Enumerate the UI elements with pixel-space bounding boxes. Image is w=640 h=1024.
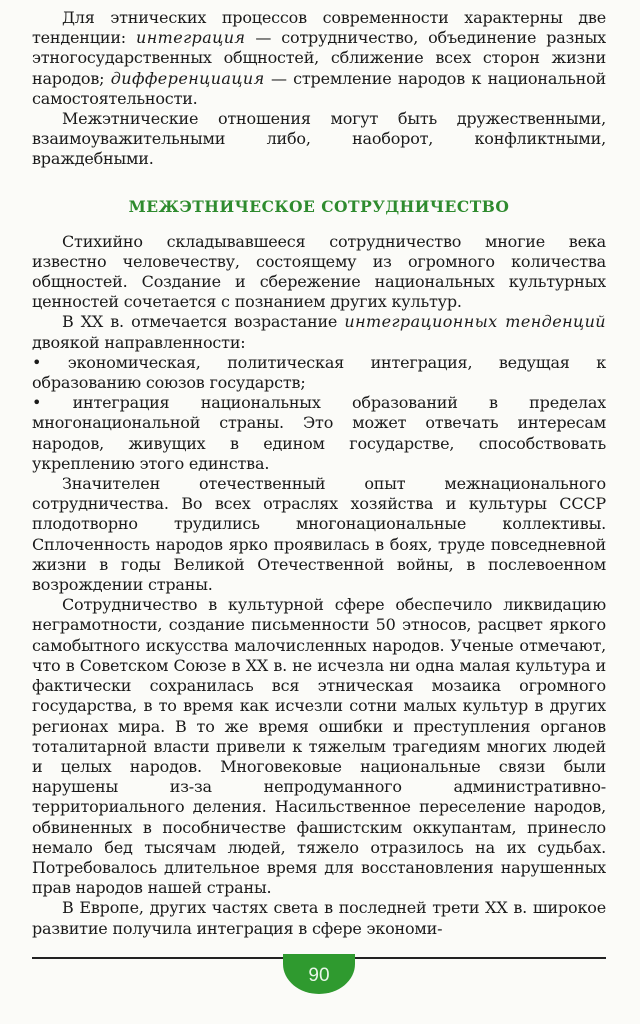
section-paragraph-1: Стихийно складывавшееся сотрудничество многие века известно человечеству, состоящему из огромного количества общностей. Создание и сбережение национальных культурных ценностей сочетается с познанием других культур. (32, 231, 606, 312)
section-paragraph-4: Сотрудничество в культурной сфере обеспечило ликвидацию неграмотности, создание письменности 50 этносов, расцвет яркого самобытного искусства малочисленных народов. Ученые отмечают, что в Советском Союзе в XX в. не исчезла ни одна малая культура и фактически сохранилась вся этническая мозаика огромного государства, в то время как исчезли сотни малых культур в других регионах мира. В то же время ошибки и преступления органов тоталитарной власти привели к тяжелым трагедиям многих людей и целых народов. Многовековые национальные связи были нарушены из-за непродуманного административно-территориального деления. Насильственное переселение народов, обвиненных в пособничестве фашистским оккупантам, принесло немало бед тысячам людей, тяжело отразилось на их судьбах. Потребовалось длительное время для восстановления нарушенных прав народов нашей страны. (32, 595, 606, 898)
bullet-item: • экономическая, политическая интеграция, ведущая к образованию союзов государств; (32, 353, 606, 393)
intro-paragraph-1 (32, 8, 606, 109)
term-differentiation: дифференциация (110, 68, 265, 88)
page-number-badge (283, 954, 355, 994)
section-heading: МЕЖЭТНИЧЕСКОЕ СОТРУДНИЧЕСТВО (128, 196, 510, 216)
section-paragraph-3: Значителен отечественный опыт межнационального сотрудничества. Во всех отраслях хозяйства и культуры СССР плодотворно трудились многонациональные коллективы. Сплоченность народов ярко проявилась в боях, труде повседневной жизни в годы Великой Отечественной войны, в послевоенном возрождении страны. (32, 474, 606, 595)
page-number: 90 (308, 965, 330, 986)
intro-paragraph-2: Межэтнические отношения могут быть дружественными, взаимоуважительными либо, наоборот, конфликтными, враждебными. (32, 109, 606, 169)
text-run: — сотрудничество, объединение разных этногосударственных общностей, сближение всех сторон жизни народов; (32, 28, 606, 88)
text-run: В XX в. отмечается возрастание (62, 312, 345, 332)
text-run: Для этнических процессов современности характерны две тенденции: (32, 8, 606, 48)
page-content (32, 8, 606, 939)
text-run: двоякой направленности: (32, 332, 246, 352)
term-integration-tendencies: интеграционных тенденций (344, 312, 606, 332)
bullet-item: • интеграция национальных образований в пределах многонациональной страны. Это может отвечать интересам народов, живущих в едином государстве, способствовать укреплению этого единства. (32, 393, 606, 474)
text-run: — стремление народов к национальной самостоятельности. (32, 68, 606, 108)
term-integration: интеграция (135, 28, 246, 48)
section-paragraph-5: В Европе, других частях света в последней трети XX в. широкое развитие получила интеграция в сфере экономи- (32, 898, 606, 938)
section-paragraph-2 (32, 312, 606, 352)
